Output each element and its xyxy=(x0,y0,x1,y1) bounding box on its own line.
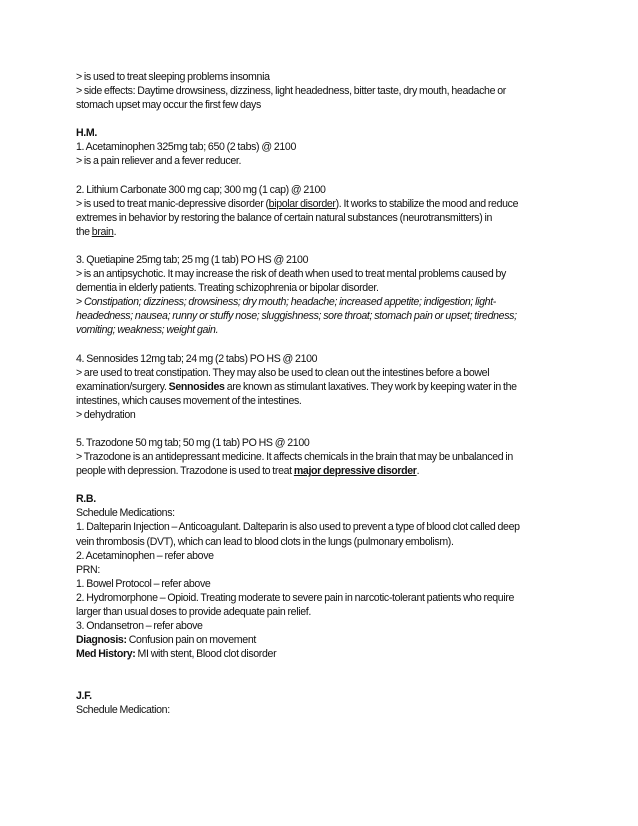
intro-line: stomach upset may occur the first few days xyxy=(76,99,261,112)
med-item: 1. Bowel Protocol – refer above xyxy=(76,577,211,590)
side-effects: > Constipation; dizziness; drowsiness; dry mouth; headache; increased appetite; indigestion; light- xyxy=(76,296,496,309)
med-desc: > is an antipsychotic. It may increase the risk of death when used to treat mental problems caused by xyxy=(76,268,506,281)
med-name: 4. Sennosides 12mg tab; 24 mg (2 tabs) PO HS @ 2100 xyxy=(76,352,318,365)
med-desc: > are used to treat constipation. They may also be used to clean out the intestines before a bowel xyxy=(76,366,490,379)
intro-line: > side effects: Daytime drowsiness, dizziness, light headedness, bitter taste, dry mouth, headache or xyxy=(76,85,506,98)
med-desc: extremes in behavior by restoring the balance of certain natural substances (neurotransmitters) in xyxy=(76,211,493,224)
brain-link[interactable]: brain xyxy=(91,225,114,238)
side-effects: vomiting; weakness; weight gain. xyxy=(76,324,219,337)
med-item: vein thrombosis (DVT), which can lead to blood clots in the lungs (pulmonary embolism). xyxy=(76,535,454,548)
diagnosis: Diagnosis: Confusion pain on movement xyxy=(76,634,256,647)
med-item: 1. Dalteparin Injection – Anticoagulant. Dalteparin is also used to prevent a type of blood clot called deep xyxy=(76,521,520,534)
med-item: 3. Ondansetron – refer above xyxy=(76,620,203,633)
med-item: larger than usual doses to provide adequate pain relief. xyxy=(76,606,311,618)
side-effects: headedness; nausea; runny or stuffy nose; sluggishness; sore throat; stomach pain or upset; tiredness; xyxy=(76,310,517,323)
patient-heading-jf: J.F. xyxy=(76,690,92,703)
med-desc: > Trazodone is an antidepressant medicine. It affects chemicals in the brain that may be unbalanced in xyxy=(76,451,513,464)
med-desc: > is used to treat manic-depressive disorder (bipolar disorder). It works to stabilize the mood and reduce xyxy=(76,197,519,210)
section-label: Schedule Medication: xyxy=(76,704,170,717)
med-desc: intestines, which causes movement of the intestines. xyxy=(76,394,302,407)
med-desc: people with depression. Trazodone is used to treat major depressive disorder. xyxy=(76,465,420,478)
med-name: 2. Lithium Carbonate 300 mg cap; 300 mg (1 cap) @ 2100 xyxy=(76,183,326,196)
med-history: Med History: MI with stent, Blood clot disorder xyxy=(76,648,277,661)
med-item: 2. Acetaminophen – refer above xyxy=(76,549,214,562)
med-desc: > dehydration xyxy=(76,408,136,421)
patient-heading-rb: R.B. xyxy=(76,493,96,506)
section-label: PRN: xyxy=(76,563,100,576)
patient-heading-hm: H.M. xyxy=(76,127,97,140)
med-desc: dementia in elderly patients. Treating schizophrenia or bipolar disorder. xyxy=(76,282,379,295)
intro-line: > is used to treat sleeping problems insomnia xyxy=(76,71,270,83)
med-name: 1. Acetaminophen 325mg tab; 650 (2 tabs) @ 2100 xyxy=(76,141,296,154)
section-label: Schedule Medications: xyxy=(76,507,175,520)
med-desc: the brain. xyxy=(76,225,117,238)
med-desc: examination/surgery. Sennosides are known as stimulant laxatives. They work by keeping water in the xyxy=(76,380,517,393)
med-item: 2. Hydromorphone – Opioid. Treating moderate to severe pain in narcotic-tolerant patients who require xyxy=(76,591,515,604)
major-depressive-disorder-link[interactable]: major depressive disorder xyxy=(293,465,417,478)
med-name: 5. Trazodone 50 mg tab; 50 mg (1 tab) PO HS @ 2100 xyxy=(76,436,310,449)
bipolar-disorder-link[interactable]: bipolar disorder xyxy=(268,197,336,210)
med-name: 3. Quetiapine 25mg tab; 25 mg (1 tab) PO HS @ 2100 xyxy=(76,253,309,266)
med-desc: > is a pain reliever and a fever reducer. xyxy=(76,155,242,168)
